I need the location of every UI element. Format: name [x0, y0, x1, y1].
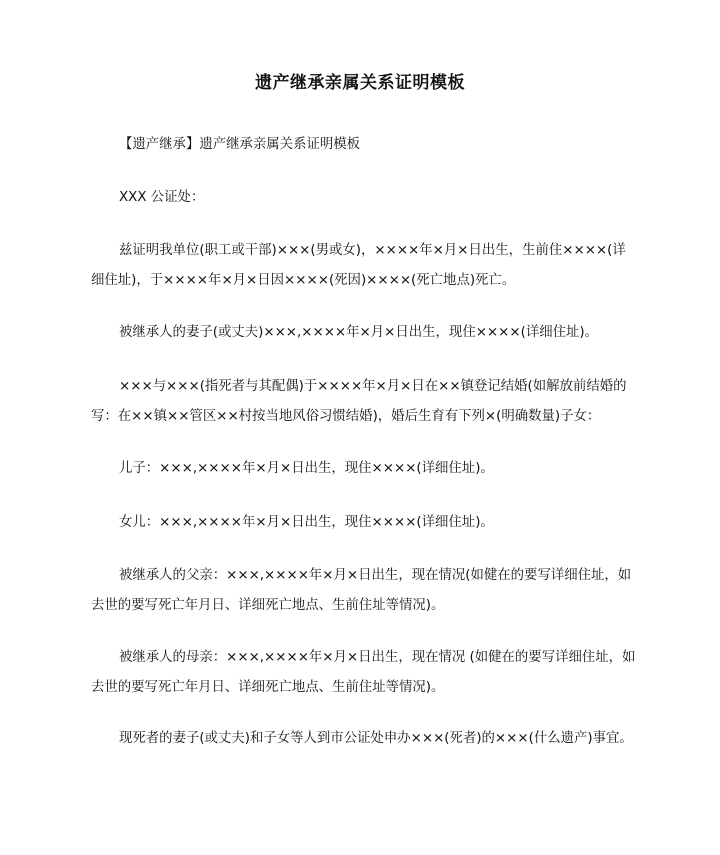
paragraph-daughter: 女儿：×××,××××年×月×日出生，现住××××(详细住址)。 — [119, 515, 494, 530]
paragraph-application: 现死者的妻子(或丈夫)和子女等人到市公证处申办×××(死者)的×××(什么遗产)事宜。 — [119, 731, 633, 746]
paragraph-mother: 被继承人的母亲：×××,××××年×月×日出生，现在情况 (如健在的要写详细住址，如去世的要写死亡年月日、详细死亡地点、生前住址等情况)。 — [91, 650, 636, 695]
paragraph-deceased-info: 兹证明我单位(职工或干部)×××(男或女)，××××年×月×日出生，生前住××××(详细住址)，于××××年×月×日因××××(死因)××××(死亡地点)死亡。 — [91, 243, 626, 288]
paragraph-father: 被继承人的父亲：×××,××××年×月×日出生，现在情况(如健在的要写详细住址，如去世的要写死亡年月日、详细死亡地点、生前住址等情况)。 — [91, 568, 632, 613]
paragraph-son: 儿子：×××,××××年×月×日出生，现住××××(详细住址)。 — [119, 461, 494, 476]
document-title: 遗产继承亲属关系证明模板 — [255, 73, 465, 93]
paragraph-spouse: 被继承人的妻子(或丈夫)×××,××××年×月×日出生，现住××××(详细住址)。 — [119, 325, 598, 340]
paragraph-marriage: ×××与×××(指死者与其配偶)于××××年×月×日在××镇登记结婚(如解放前结婚的写：在××镇××管区××村按当地风俗习惯结婚)，婚后生育有下列×(明确数量)子女： — [91, 379, 627, 424]
paragraph-addressee: XXX 公证处： — [119, 190, 205, 205]
paragraph-heading: 【遗产继承】遗产继承亲属关系证明模板 — [119, 137, 361, 152]
